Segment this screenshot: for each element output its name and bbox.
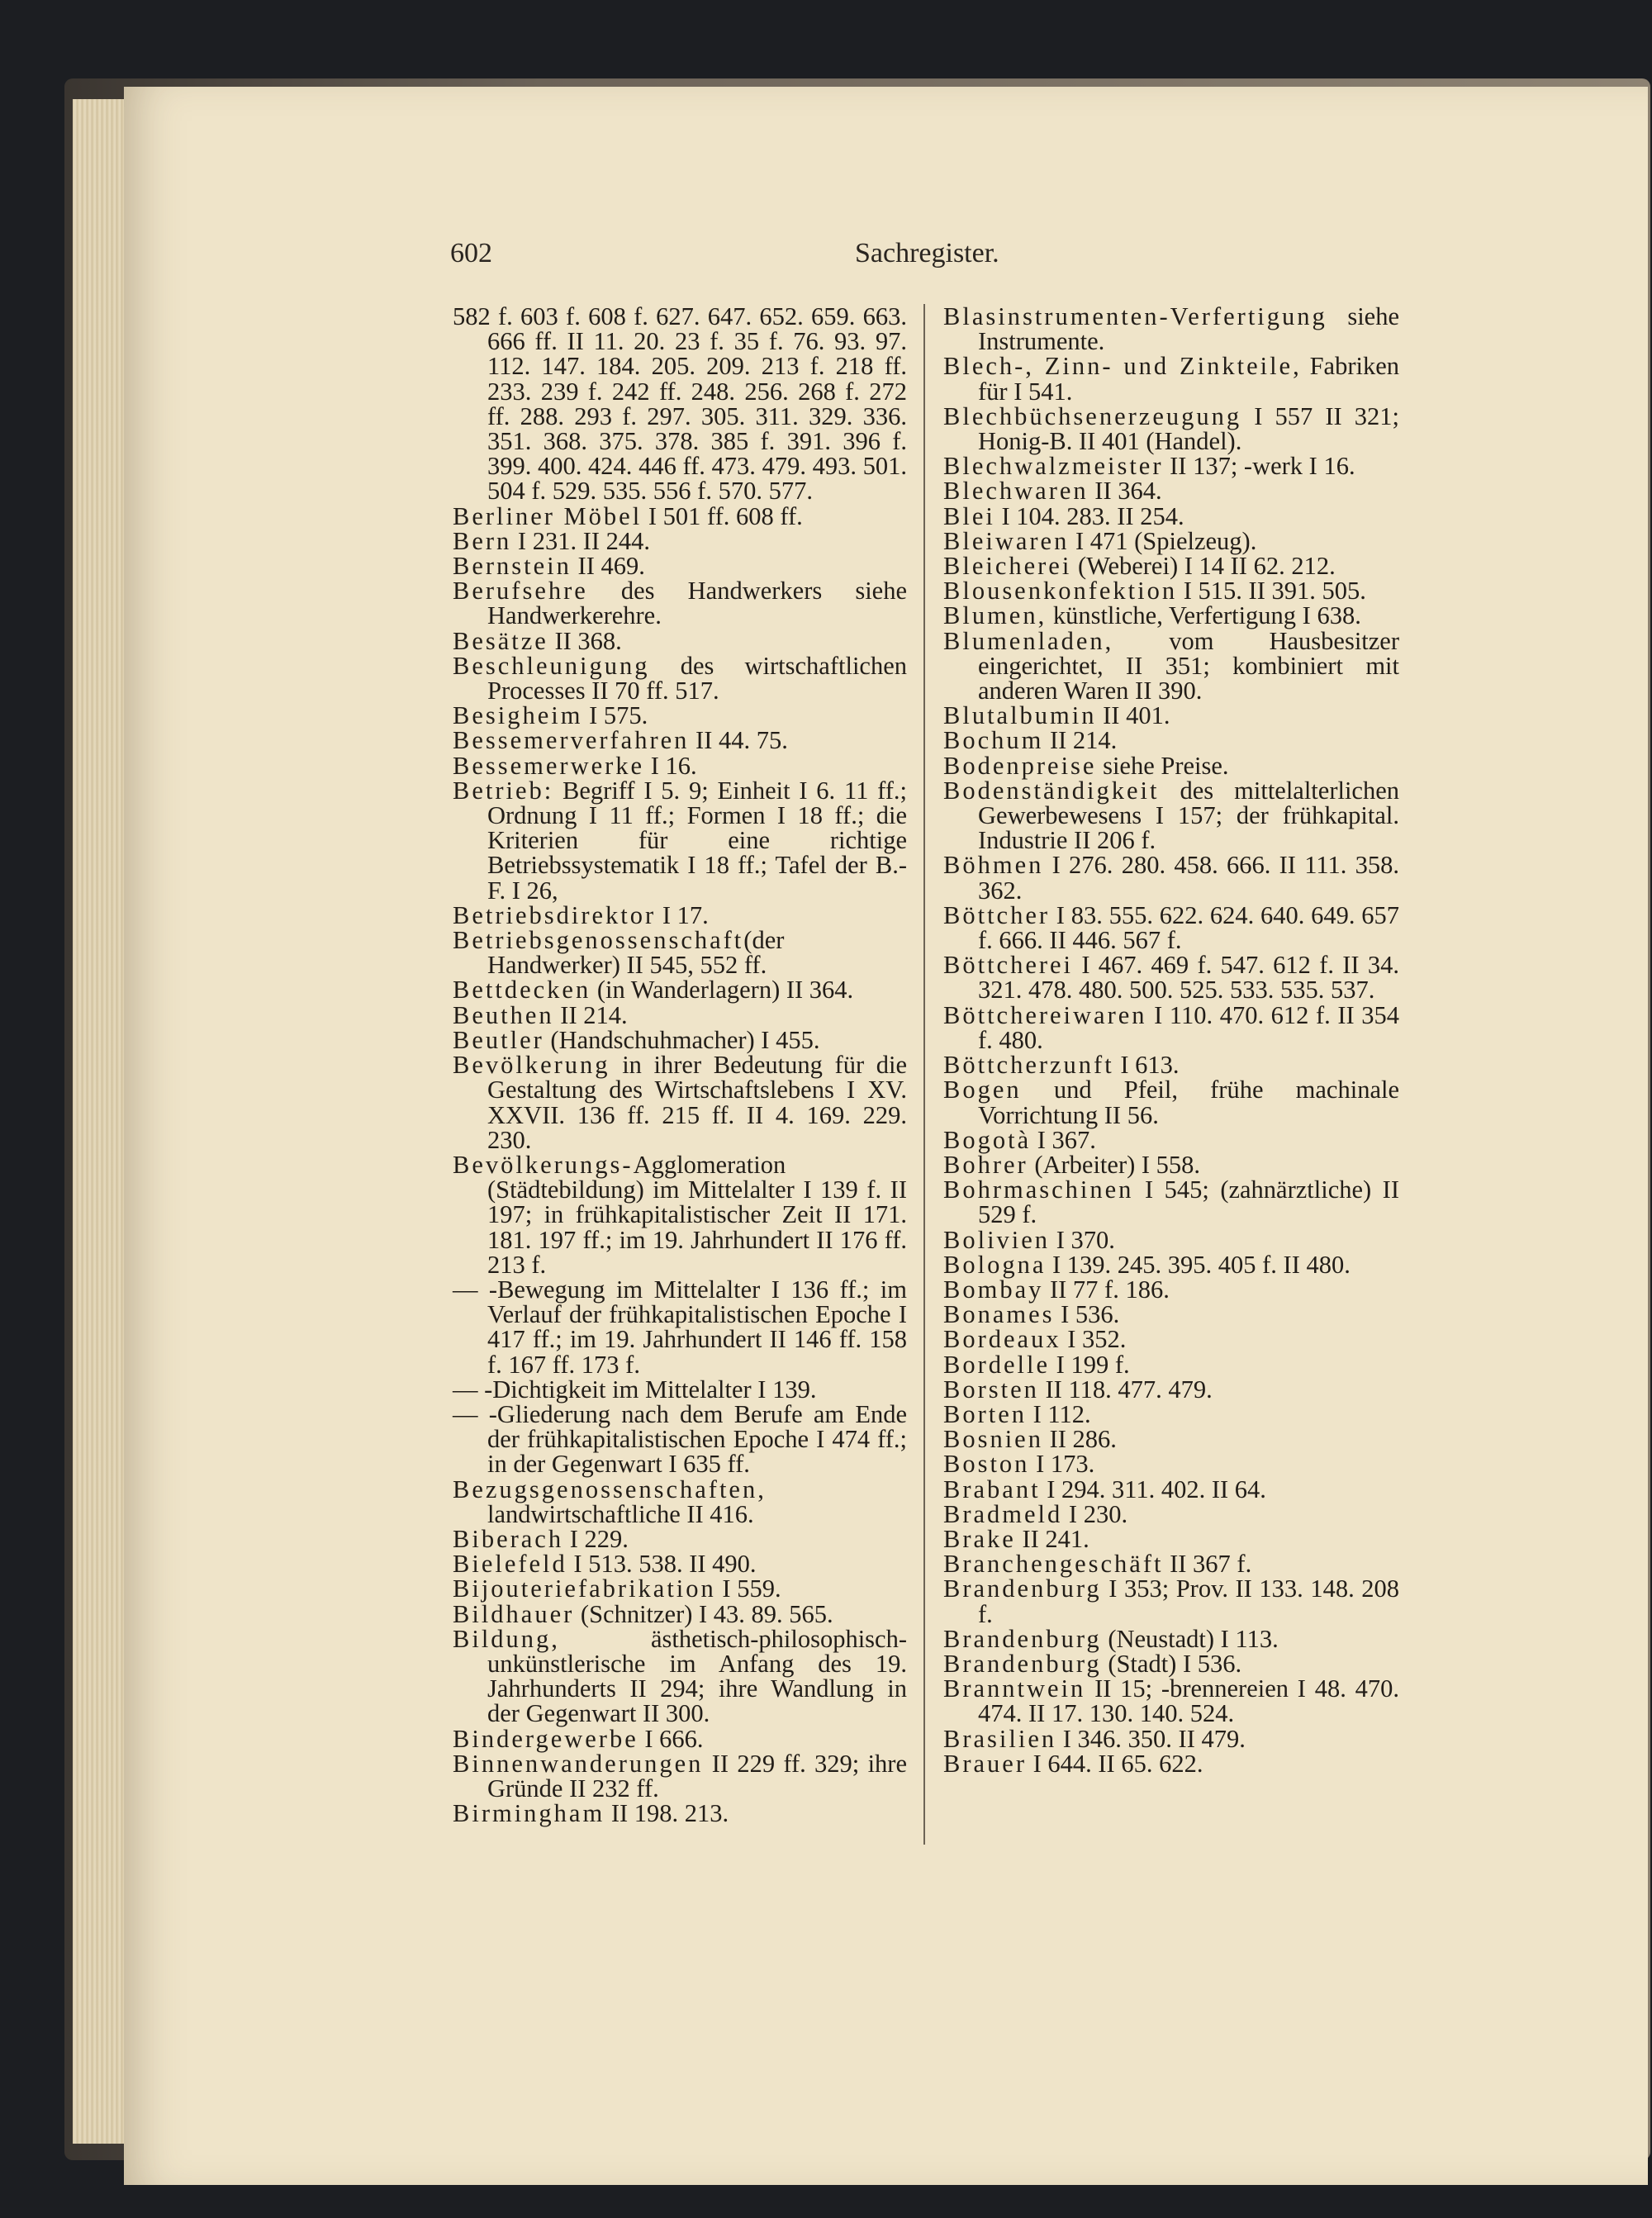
entry-references: II 214.: [1043, 726, 1118, 755]
entry-headword: Blousenkonfektion: [943, 577, 1178, 606]
index-entry: [453, 1025, 907, 1054]
index-entry: [943, 1624, 1399, 1653]
index-entry: [943, 753, 1399, 778]
entry-references: II 229 ff. 329; ihre Gründe II 232 ff.: [487, 1749, 907, 1802]
entry-references: I 173.: [1029, 1450, 1095, 1479]
entry-headword: Besätze: [453, 626, 548, 655]
entry-headword: Bleiwaren: [943, 526, 1070, 555]
index-entry: [453, 304, 907, 504]
index-entry: [453, 753, 907, 778]
entry-references: II 401.: [1096, 701, 1170, 730]
entry-references: siehe Preise.: [1096, 751, 1229, 780]
index-entry: [943, 1477, 1399, 1502]
entry-headword: Bordelle: [943, 1350, 1051, 1379]
entry-references: I 199 f.: [1050, 1350, 1130, 1379]
index-entry: [943, 1051, 1399, 1080]
index-entry: [943, 1125, 1399, 1154]
index-entry: [453, 1726, 907, 1751]
entry-headword: Bildung,: [453, 1624, 560, 1653]
page-number: 602: [450, 238, 492, 268]
entry-headword: Bevölkerungs-: [453, 1150, 634, 1179]
entry-references: I 515. II 391. 505.: [1177, 577, 1366, 606]
entry-references: Begriff I 5. 9; Einheit I 6. 11 ff.; Ordnung I 11 ff.; Formen I 18 ff.; die Kriterien für eine richtige Betriebssystematik I 18 ff.; Tafel der B.-F. I 26,: [487, 776, 907, 905]
entry-headword: Bordeaux: [943, 1325, 1061, 1354]
entry-headword: Bochum: [943, 726, 1044, 755]
index-entry: [453, 526, 907, 555]
index-entry: [943, 1077, 1399, 1127]
index-column-right: [943, 304, 1399, 1776]
index-entry: [453, 1399, 907, 1479]
index-entry: [943, 1676, 1399, 1726]
entry-headword: Böttchereiwaren: [943, 1000, 1147, 1029]
entry-headword: Binnenwanderungen: [453, 1749, 704, 1778]
index-entry: [943, 477, 1399, 506]
entry-headword: Beutler: [453, 1025, 544, 1054]
entry-references: I 352.: [1061, 1325, 1127, 1354]
index-entry: [943, 1152, 1399, 1177]
index-entry: [943, 526, 1399, 555]
index-entry: [943, 626, 1399, 705]
entry-headword: Bessemerwerke: [453, 751, 645, 780]
entry-headword: Bevölkerung: [453, 1051, 610, 1080]
index-column-left: [453, 304, 907, 1826]
index-entry: [453, 626, 907, 655]
index-entry: [943, 851, 1399, 905]
entry-references: I 536.: [1054, 1300, 1120, 1329]
entry-headword: Blech-, Zinn- und Zinkteile,: [943, 352, 1302, 381]
entry-references: des mittelalterlichen Gewerbewesens I 157; der frühkapital. Industrie II 206 f.: [978, 776, 1399, 855]
entry-headword: Bradmeld: [943, 1499, 1063, 1528]
entry-headword: Branntwein: [943, 1674, 1086, 1703]
index-entry: [943, 577, 1399, 606]
entry-headword: Blutalbumin: [943, 701, 1097, 730]
entry-references: I 230.: [1062, 1499, 1128, 1528]
entry-references: des wirtschaftlichen Processes II 70 ff. 517.: [487, 651, 907, 705]
entry-references: II 241.: [1015, 1524, 1089, 1553]
index-entry: [943, 1726, 1399, 1751]
entry-references: I 346. 350. II 479.: [1056, 1724, 1246, 1753]
entry-headword: Bodenständigkeit: [943, 776, 1160, 805]
entry-headword: Bezugsgenossenschaften,: [453, 1475, 767, 1503]
index-entry: [943, 1524, 1399, 1553]
entry-references: und Pfeil, frühe machinale Vorrichtung II 56.: [978, 1076, 1399, 1129]
entry-headword: Bohrmaschinen: [943, 1175, 1134, 1204]
entry-headword: Bolivien: [943, 1225, 1051, 1254]
index-entry: [943, 1000, 1399, 1054]
entry-headword: Blechbüchsenerzeugung: [943, 401, 1242, 430]
index-entry: [943, 1277, 1399, 1302]
entry-references: (Neustadt) I 113.: [1101, 1624, 1279, 1653]
entry-references: I 353; Prov. II 133. 148. 208 f.: [978, 1574, 1399, 1628]
entry-headword: Betriebsgenossenschaft: [453, 926, 744, 955]
entry-headword: Bogotà: [943, 1125, 1032, 1154]
entry-references: I 112.: [1027, 1399, 1091, 1428]
entry-headword: Bernstein: [453, 552, 572, 581]
entry-references: II 15; -brennereien I 48. 470. 474. II 17. 130. 140. 524.: [978, 1674, 1399, 1728]
entry-headword: Bettdecken: [453, 976, 591, 1005]
entry-references: II 367 f.: [1163, 1550, 1252, 1579]
index-entry: [453, 1477, 907, 1527]
entry-references: (Arbeiter) I 558.: [1028, 1150, 1201, 1179]
entry-references: I 557 II 321; Honig-B. II 401 (Handel).: [978, 401, 1399, 456]
entry-headword: Bodenpreise: [943, 751, 1097, 780]
entry-references: I 229.: [563, 1524, 629, 1553]
index-entry: [943, 1499, 1399, 1528]
index-entry: [943, 1576, 1399, 1626]
index-entry: [943, 1550, 1399, 1579]
entry-references: (Stadt) I 536.: [1101, 1649, 1242, 1678]
index-entry: [453, 1550, 907, 1579]
index-entry: [943, 1751, 1399, 1776]
entry-headword: Böttcher: [943, 900, 1051, 929]
index-entry: [453, 926, 907, 980]
entry-references: I 370.: [1050, 1225, 1115, 1254]
entry-references: II 368.: [548, 626, 622, 655]
index-entry: [453, 900, 907, 929]
index-entry: [453, 1377, 907, 1402]
entry-references: I 16.: [644, 751, 697, 780]
entry-references: Agglomeration (Städtebildung) im Mittelalter I 139 f. II 197; in frühkapitalistischer Zeit II 171. 181. 197 ff.; im 19. Jahrhundert II 176 ff. 213 f.: [487, 1150, 907, 1279]
entry-headword: Bleicherei: [943, 552, 1072, 581]
entry-headword: Bombay: [943, 1275, 1044, 1304]
entry-references: (Schnitzer) I 43. 89. 565.: [574, 1599, 833, 1628]
entry-references: (in Wanderlagern) II 364.: [591, 976, 854, 1005]
index-entry: [943, 304, 1399, 354]
index-entry: [453, 653, 907, 703]
index-entry: [943, 501, 1399, 530]
entry-references: I 17.: [656, 900, 709, 929]
entry-references: I 644. II 65. 622.: [1026, 1749, 1203, 1778]
index-entry: [943, 1377, 1399, 1402]
index-entry: [453, 1624, 907, 1728]
entry-references: I 367.: [1031, 1125, 1096, 1154]
entry-headword: Blechwalzmeister: [943, 452, 1164, 481]
index-entry: [453, 578, 907, 628]
index-entry: [943, 1399, 1399, 1428]
entry-headword: Bohrer: [943, 1150, 1028, 1179]
entry-headword: Berufsehre: [453, 577, 588, 606]
entry-headword: Brasilien: [943, 1724, 1057, 1753]
entry-references: II 137; -werk I 16.: [1163, 452, 1355, 481]
index-entry: [943, 1352, 1399, 1377]
column-divider: [923, 304, 925, 1845]
entry-headword: Bogen: [943, 1076, 1022, 1104]
entry-headword: Böttcherzunft: [943, 1051, 1114, 1080]
entry-headword: Blasinstrumenten-Verfertigung: [943, 302, 1327, 330]
entry-references: landwirtschaftliche II 416.: [487, 1499, 754, 1528]
entry-headword: Betrieb:: [453, 776, 554, 805]
index-entry: [453, 1751, 907, 1801]
entry-headword: Bijouteriefabrikation: [453, 1574, 716, 1603]
index-entry: [943, 778, 1399, 853]
entry-references: II 77 f. 186.: [1043, 1275, 1170, 1304]
entry-headword: Brauer: [943, 1749, 1027, 1778]
entry-headword: Brandenburg: [943, 1649, 1102, 1678]
index-entry: [453, 1152, 907, 1277]
index-entry: [943, 1425, 1399, 1454]
page-header: [450, 238, 1398, 279]
index-entry: [943, 951, 1399, 1005]
index-entry: [943, 552, 1399, 581]
entry-references: I 575.: [582, 701, 648, 730]
entry-references: I 666.: [638, 1724, 704, 1753]
index-entry: [943, 1225, 1399, 1254]
index-entry: [453, 1277, 907, 1377]
entry-references: II 469.: [571, 552, 645, 581]
index-entry: [453, 1599, 907, 1628]
entry-headword: Branchengeschäft: [943, 1550, 1164, 1579]
index-entry: [943, 900, 1399, 955]
index-entry: [453, 778, 907, 903]
entry-references: I 513. 538. II 490.: [567, 1550, 757, 1579]
entry-references: I 83. 555. 622. 624. 640. 649. 657 f. 666. II 446. 567 f.: [978, 900, 1399, 955]
index-entry: [943, 728, 1399, 753]
entry-headword: Brabant: [943, 1475, 1041, 1503]
entry-references: I 559.: [715, 1574, 781, 1603]
entry-references: Fabriken für I 541.: [978, 352, 1399, 406]
entry-headword: Blei: [943, 501, 995, 530]
index-entry: [943, 1302, 1399, 1327]
index-entry: [453, 501, 907, 530]
entry-references: II 364.: [1088, 477, 1162, 506]
index-entry: [943, 1177, 1399, 1227]
entry-headword: Boston: [943, 1450, 1030, 1479]
entry-headword: Blechwaren: [943, 477, 1089, 506]
index-entry: [943, 352, 1399, 406]
entry-headword: Borsten: [943, 1375, 1039, 1403]
entry-headword: Bildhauer: [453, 1599, 575, 1628]
entry-references: II 214.: [553, 1000, 628, 1029]
index-entry: [453, 1576, 907, 1601]
entry-headword: Bosnien: [943, 1425, 1043, 1454]
entry-headword: Bonames: [943, 1300, 1055, 1329]
entry-references: II 118. 477. 479.: [1038, 1375, 1213, 1403]
entry-references: (der Handwerker) II 545, 552 ff.: [487, 926, 785, 980]
entry-headword: Bessemerverfahren: [453, 726, 690, 755]
index-entry: [943, 1651, 1399, 1676]
entry-references: (Weberei) I 14 II 62. 212.: [1071, 552, 1336, 581]
entry-references: I 613.: [1113, 1051, 1180, 1080]
index-entry: [453, 552, 907, 581]
index-entry: [943, 452, 1399, 481]
entry-references: I 276. 280. 458. 666. II 111. 358. 362.: [978, 851, 1399, 905]
entry-references: I 467. 469 f. 547. 612 f. II 34. 321. 478. 480. 500. 525. 533. 535. 537.: [978, 951, 1399, 1005]
entry-headword: Berliner Möbel: [453, 501, 643, 530]
entry-headword: Bindergewerbe: [453, 1724, 638, 1753]
entry-references: — -Gliederung nach dem Berufe am Ende der frühkapitalistischen Epoche I 474 ff.; in der Gegenwart I 635 ff.: [453, 1399, 907, 1479]
entry-references: I 501 ff. 608 ff.: [642, 501, 803, 530]
index-entry: [453, 1052, 907, 1152]
entry-headword: Birmingham: [453, 1799, 605, 1828]
index-entry: [943, 1450, 1399, 1479]
entry-references: künstliche, Verfertigung I 638.: [1047, 601, 1361, 630]
entry-references: I 110. 470. 612 f. II 354 f. 480.: [978, 1000, 1399, 1054]
index-entry: [453, 1524, 907, 1553]
index-entry: [943, 401, 1399, 456]
entry-references: ästhetisch-philosophisch-unkünstlerische im Anfang des 19. Jahrhunderts II 294; ihre Wandlung in der Gegenwart II 300.: [487, 1624, 907, 1728]
entry-headword: Bielefeld: [453, 1550, 567, 1579]
index-entry: [943, 1325, 1399, 1354]
page-title: Sachregister.: [855, 238, 999, 268]
index-entry: [943, 603, 1399, 628]
entry-headword: Blumen,: [943, 601, 1047, 630]
entry-references: des Handwerkers siehe Handwerkerehre.: [487, 577, 907, 630]
entry-references: II 286.: [1042, 1425, 1117, 1454]
entry-headword: Blumenladen,: [943, 626, 1114, 655]
entry-headword: Borten: [943, 1399, 1028, 1428]
index-entry: [453, 728, 907, 753]
entry-references: I 139. 245. 395. 405 f. II 480.: [1046, 1250, 1351, 1279]
index-entry: [453, 703, 907, 728]
entry-headword: Biberach: [453, 1524, 564, 1553]
index-entry: [943, 1252, 1399, 1277]
index-entry: [453, 1801, 907, 1826]
entry-references: I 471 (Spielzeug).: [1069, 526, 1257, 555]
entry-headword: Böttcherei: [943, 951, 1074, 980]
entry-references: 582 f. 603 f. 608 f. 627. 647. 652. 659. 663. 666 ff. II 11. 20. 23 f. 35 f. 76. 93. 97. 112. 147. 184. 205. 209. 213 f. 218 ff. 233. 239 f. 242 ff. 248. 256. 268 f. 272 ff. 288. 293 f. 297. 305. 311. 329. 336. 351. 368. 375. 378. 385 f. 391. 396 f. 399. 400. 424. 446 ff. 473. 479. 493. 501. 504 f. 529. 535. 556 f. 570. 577.: [453, 302, 907, 506]
entry-references: II 198. 213.: [605, 1799, 729, 1828]
entry-references: (Handschuhmacher) I 455.: [544, 1025, 820, 1054]
entry-headword: Böhmen: [943, 851, 1044, 880]
index-entry: [943, 703, 1399, 728]
entry-references: — -Bewegung im Mittelalter I 136 ff.; im Verlauf der frühkapitalistischen Epoche I 417 ff.; im 19. Jahrhundert II 146 ff. 158 f. 167 ff. 173 f.: [453, 1275, 907, 1379]
entry-headword: Brandenburg: [943, 1624, 1102, 1653]
entry-headword: Bologna: [943, 1250, 1047, 1279]
entry-headword: Besigheim: [453, 701, 583, 730]
entry-references: vom Hausbesitzer eingerichtet, II 351; kombiniert mit anderen Waren II 390.: [978, 626, 1399, 705]
entry-references: II 44. 75.: [689, 726, 788, 755]
entry-references: in ihrer Bedeutung für die Gestaltung des Wirtschaftslebens I XV. XXVII. 136 ff. 215 ff. II 4. 169. 229. 230.: [487, 1051, 907, 1154]
entry-headword: Beschleunigung: [453, 651, 650, 680]
entry-headword: Brake: [943, 1524, 1016, 1553]
entry-references: I 104. 283. II 254.: [995, 501, 1184, 530]
entry-headword: Betriebsdirektor: [453, 900, 657, 929]
entry-headword: Beuthen: [453, 1000, 554, 1029]
entry-references: — -Dichtigkeit im Mittelalter I 139.: [453, 1375, 817, 1403]
index-entry: [453, 976, 907, 1005]
entry-headword: Brandenburg: [943, 1574, 1102, 1603]
entry-references: I 231. II 244.: [511, 526, 651, 555]
entry-references: I 545; (zahnärztliche) II 529 f.: [978, 1175, 1399, 1229]
entry-headword: Bern: [453, 526, 512, 555]
entry-references: I 294. 311. 402. II 64.: [1040, 1475, 1266, 1503]
index-entry: [453, 1000, 907, 1029]
entry-references: siehe Instrumente.: [978, 302, 1399, 356]
